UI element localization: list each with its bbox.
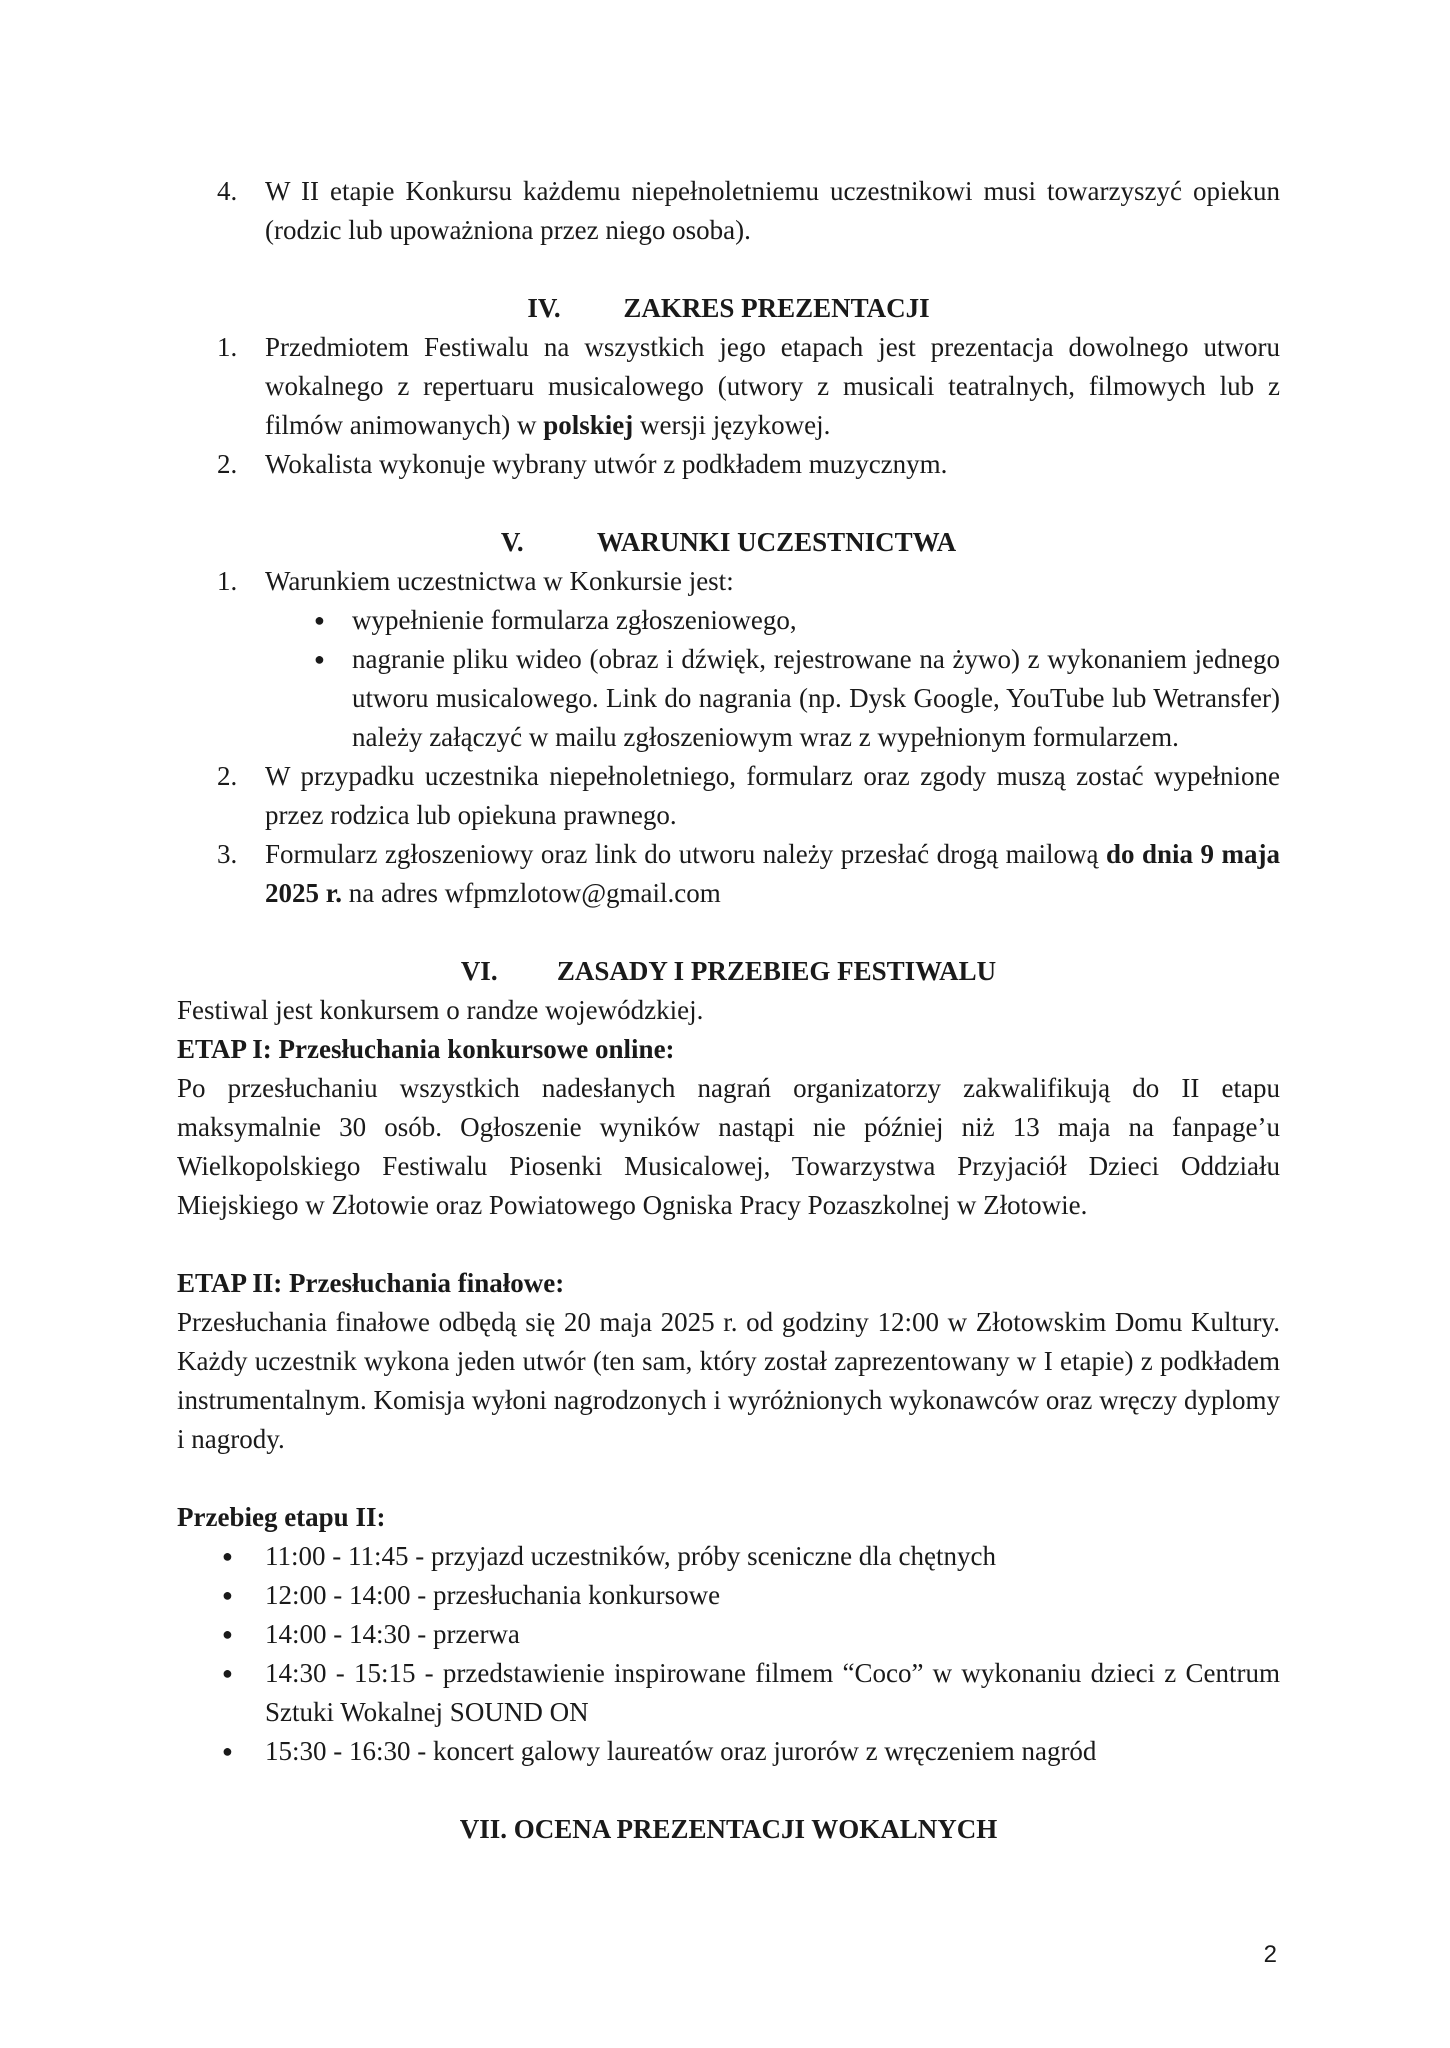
- bold-text: polskiej: [543, 410, 634, 440]
- stage-2-title: [177, 1264, 1280, 1303]
- bold-text: Przebieg etapu II:: [177, 1502, 386, 1532]
- list-item-text: na adres wfpmzlotow@gmail.com: [342, 878, 721, 908]
- intro-paragraph: Festiwal jest konkursem o randze wojewódzkiej.: [177, 995, 704, 1025]
- bullet-icon: ●: [222, 1546, 233, 1566]
- list-item-text: Przedmiotem Festiwalu na wszystkich jego etapach jest prezentacja dowolnego utworu wokalnego z repertuaru musicalowego (utwory z musicali teatralnych, filmowych lub z filmów animowanych) w: [265, 332, 1280, 440]
- schedule-text: 15:30 - 16:30 - koncert galowy laureatów oraz jurorów z wręczeniem nagród: [265, 1736, 1097, 1766]
- list-item-text: W II etapie Konkursu każdemu niepełnoletniemu uczestnikowi musi towarzyszyć opiekun (rodzic lub upoważniona przez niego osoba).: [265, 176, 1280, 245]
- bullet-icon: ●: [314, 610, 325, 630]
- schedule-text: 11:00 - 11:45 - przyjazd uczestników, próby sceniczne dla chętnych: [265, 1541, 996, 1571]
- bullet-icon: ●: [222, 1585, 233, 1605]
- bullet-item: [177, 640, 1280, 757]
- schedule-item: [177, 1615, 1280, 1654]
- list-number: 1.: [217, 332, 238, 362]
- section-title: VII. OCENA PREZENTACJI WOKALNYCH: [459, 1814, 998, 1844]
- conditions-bullet-list: [177, 601, 1280, 757]
- schedule-list: [177, 1537, 1280, 1771]
- list-number: 2.: [217, 761, 238, 791]
- schedule-text: 12:00 - 14:00 - przesłuchania konkursowe: [265, 1580, 721, 1610]
- list-item: [177, 172, 1280, 250]
- bullet-item: [177, 601, 1280, 640]
- section-number: V.: [500, 527, 524, 557]
- schedule-item: [177, 1732, 1280, 1771]
- list-item: [177, 445, 1280, 484]
- list-number: 4.: [217, 176, 238, 206]
- stage-1-title: [177, 1030, 1280, 1069]
- section-heading: [177, 1810, 1280, 1849]
- section-3-list: [177, 172, 1280, 250]
- list-item: [177, 757, 1280, 835]
- section-heading: [177, 523, 1280, 562]
- bullet-text: nagranie pliku wideo (obraz i dźwięk, rejestrowane na żywo) z wykonaniem jednego utworu musicalowego. Link do nagrania (np. Dysk Google, YouTube lub Wetransfer) należy załączyć w mailu zgłoszeniowym wraz z wypełnionym formularzem.: [352, 644, 1280, 752]
- section-title: ZASADY I PRZEBIEG FESTIWALU: [556, 956, 997, 986]
- section-heading: [177, 289, 1280, 328]
- schedule-title: [177, 1498, 1280, 1537]
- bold-text: do dnia 9 maja 2025 r.: [265, 839, 1280, 908]
- spacer: [177, 1459, 1280, 1498]
- schedule-text: 14:30 - 15:15 - przedstawienie inspirowane filmem “Coco” w wykonaniu dzieci z Centrum Sztuki Wokalnej SOUND ON: [265, 1658, 1280, 1727]
- section-number: VI.: [460, 956, 498, 986]
- list-item-text: W przypadku uczestnika niepełnoletniego, formularz oraz zgody muszą zostać wypełnione przez rodzica lub opiekuna prawnego.: [265, 761, 1280, 830]
- stage-1-paragraph: Po przesłuchaniu wszystkich nadesłanych nagrań organizatorzy zakwalifikują do II etapu maksymalnie 30 osób. Ogłoszenie wyników nastąpi nie później niż 13 maja na fanpage’u Wielkopolskiego Festiwalu Piosenki Musicalowej, Towarzystwa Przyjaciół Dzieci Oddziału Miejskiego w Złotowie oraz Powiatowego Ogniska Pracy Pozaszkolnej w Złotowie.: [177, 1073, 1280, 1220]
- bullet-icon: ●: [222, 1741, 233, 1761]
- list-item-text: wersji językowej.: [633, 410, 831, 440]
- list-number: 2.: [217, 449, 238, 479]
- list-item-text: Formularz zgłoszeniowy oraz link do utworu należy przesłać drogą mailową: [265, 839, 1107, 869]
- spacer: [177, 1225, 1280, 1264]
- list-item: [177, 328, 1280, 445]
- bold-text: ETAP I: Przesłuchania konkursowe online:: [177, 1034, 675, 1064]
- list-number: 1.: [217, 566, 238, 596]
- schedule-item: [177, 1576, 1280, 1615]
- bullet-icon: ●: [222, 1624, 233, 1644]
- schedule-text: 14:00 - 14:30 - przerwa: [265, 1619, 520, 1649]
- bullet-icon: ●: [314, 649, 325, 669]
- list-item-text: Wokalista wykonuje wybrany utwór z podkładem muzycznym.: [265, 449, 948, 479]
- section-5-list: [177, 562, 1280, 601]
- bullet-icon: ●: [222, 1663, 233, 1683]
- section-title: WARUNKI UCZESTNICTWA: [596, 527, 957, 557]
- list-item: [177, 562, 1280, 601]
- list-item: [177, 835, 1280, 913]
- list-item-text: Warunkiem uczestnictwa w Konkursie jest:: [265, 566, 734, 596]
- list-number: 3.: [217, 839, 238, 869]
- section-5-list-continued: [177, 757, 1280, 913]
- section-heading: [177, 952, 1280, 991]
- section-4-list: [177, 328, 1280, 484]
- stage-2-paragraph: Przesłuchania finałowe odbędą się 20 maja 2025 r. od godziny 12:00 w Złotowskim Domu Kultury. Każdy uczestnik wykona jeden utwór (ten sam, który został zaprezentowany w I etapie) z podkładem instrumentalnym. Komisja wyłoni nagrodzonych i wyróżnionych wykonawców oraz wręczy dyplomy i nagrody.: [177, 1307, 1280, 1454]
- section-number: IV.: [527, 293, 561, 323]
- section-title: ZAKRES PREZENTACJI: [623, 293, 930, 323]
- bullet-text: wypełnienie formularza zgłoszeniowego,: [352, 605, 797, 635]
- schedule-item: [177, 1654, 1280, 1732]
- bold-text: ETAP II: Przesłuchania finałowe:: [177, 1268, 565, 1298]
- schedule-item: [177, 1537, 1280, 1576]
- page-number: 2: [1263, 1941, 1277, 1968]
